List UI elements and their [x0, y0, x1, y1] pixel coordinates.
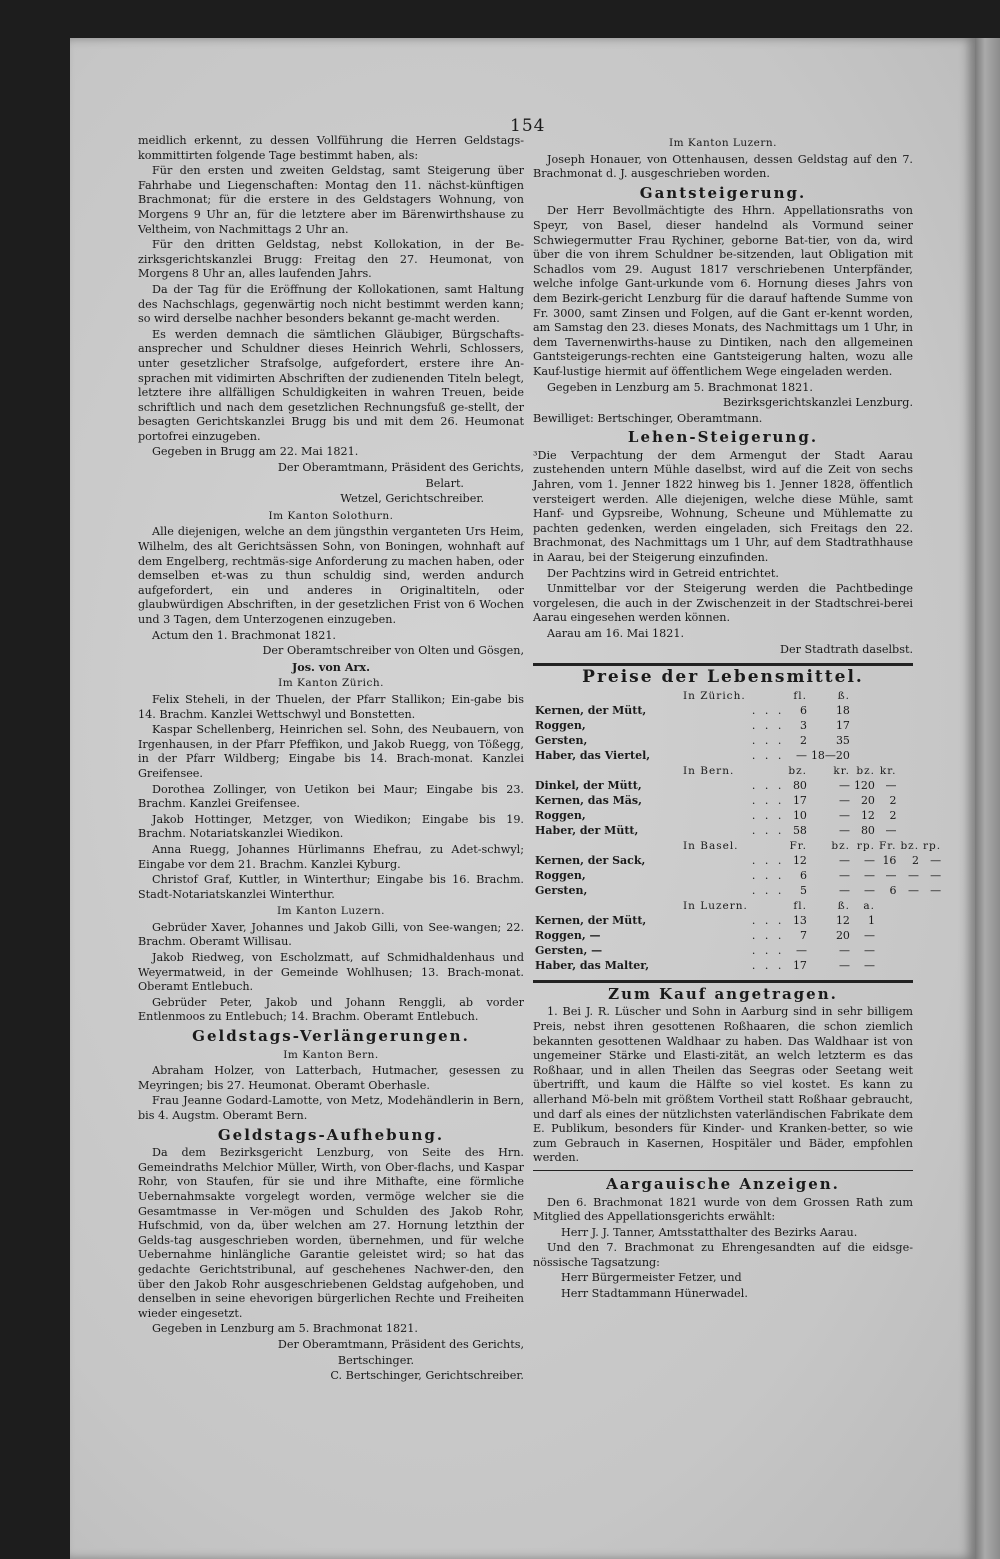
price-value: 120: [853, 778, 875, 792]
section-subheading: Im Kanton Zürich.: [278, 677, 384, 690]
price-row: [533, 854, 943, 869]
product-name: Roggen,: [535, 718, 586, 732]
price-value: —: [838, 853, 850, 867]
date-line: Gegeben in Lenzburg am 5. Brachmonat 1821.: [152, 1322, 418, 1336]
price-value: 6: [799, 703, 807, 717]
price-value: —: [838, 823, 850, 837]
leader-dots: . . .: [751, 883, 785, 897]
price-value: —: [838, 868, 850, 882]
price-city-header: [533, 689, 943, 704]
paragraph: Für den dritten Geldstag, nebst Kollokation, in der Be-zirksgerichtskanzlei Brugg: Freitag den 27. Heumonat, von Morgens 8 Uhr an, alles laufenden Jahrs.: [138, 238, 524, 281]
price-value: 12: [835, 913, 850, 927]
section-heading: Gantsteigerung.: [639, 183, 807, 202]
price-value: 2: [889, 808, 897, 822]
section-subheading: Im Kanton Solothurn.: [268, 509, 394, 522]
price-value: 13: [792, 913, 807, 927]
price-value: 20: [835, 928, 850, 942]
unit-header: kr.: [833, 764, 850, 777]
product-name: Roggen,: [535, 808, 586, 822]
city-name: In Zürich.: [683, 689, 746, 702]
paragraph: meidlich erkennt, zu dessen Vollführung die Herren Geldstags-kommittirten folgende Tage bestimmt haben, als:: [138, 134, 524, 162]
price-row: [533, 884, 943, 899]
list-item: Felix Steheli, in der Thuelen, der Pfarr Stallikon; Ein-gabe bis 14. Brachm. Kanzlei Wettschwyl und Bonstetten.: [138, 692, 524, 721]
section-heading: Aargauische Anzeigen.: [606, 1174, 840, 1193]
leader-dots: . . .: [751, 793, 785, 807]
paragraph: Es werden demnach die sämtlichen Gläubiger, Bürgschafts-ansprecher und Schuldner dieses Heinrich Wehrli, Schlossers, unter gesetzlicher Strafsolge, aufgefordert, erstere ihre An-sprachen mit vidimirten Abschriften der zudienenden Titeln belegt, letztere ihre allfälligen Schuldigkeiten in wahren Treuen, beide schriftlich und nach dem gesetzlichen Rechnungsfuß ge-stellt, der besagten Gerichtskanzlei Brugg bis und mit dem 26. Heumonat portofrei einzugeben.: [138, 327, 524, 443]
price-row: [533, 929, 943, 944]
price-city-header: [533, 899, 943, 914]
price-value: —: [838, 808, 850, 822]
signature-line: Der Oberamtmann, Präsident des Gerichts,: [277, 1337, 524, 1351]
price-value: 6: [889, 883, 897, 897]
price-value: 2: [912, 853, 920, 867]
paragraph: Da der Tag für die Eröffnung der Kollokationen, samt Haltung des Nachschlags, gegenwärtig noch nicht bestimmt werden kann; so wird derselbe nachher besonders bekannt ge-macht werden.: [138, 282, 524, 326]
price-value: —: [838, 793, 850, 807]
price-value: —: [838, 943, 850, 957]
product-name: Kernen, der Mütt,: [535, 703, 647, 717]
list-item: Jakob Riedweg, von Escholzmatt, auf Schmidhaldenhaus und Weyermatweid, in der Gemeinde Wohlhusen; 13. Brach-monat. Oberamt Entlebuch.: [138, 951, 524, 994]
list-item: Dorothea Zollinger, von Uetikon bei Maur; Eingabe bis 23. Brachm. Kanzlei Greifensee.: [138, 782, 524, 811]
price-value: —: [930, 883, 942, 897]
product-name: Kernen, der Sack,: [535, 853, 646, 867]
paragraph: Bewilliget: Bertschinger, Oberamtmann.: [533, 411, 763, 425]
product-name: Dinkel, der Mütt,: [535, 778, 642, 792]
signature-name: C. Bertschinger, Gerichtschreiber.: [330, 1369, 524, 1383]
date-line: Actum den 1. Brachmonat 1821.: [152, 628, 336, 642]
price-value: 1: [867, 913, 875, 927]
section-subheading: Im Kanton Luzern.: [276, 905, 386, 918]
price-row: [533, 869, 943, 884]
price-row: [533, 704, 943, 719]
price-value: 20: [860, 793, 875, 807]
price-value: 18: [835, 703, 850, 717]
leader-dots: . . .: [751, 718, 785, 732]
list-item: Joseph Honauer, von Ottenhausen, dessen Geldstag auf den 7. Brachmonat d. J. ausgeschrieben worden.: [533, 152, 913, 181]
price-value: 17: [792, 793, 807, 807]
product-name: Gersten,: [535, 733, 588, 747]
product-name: Gersten,: [535, 883, 588, 897]
unit-header: kr.: [879, 764, 897, 777]
leader-dots: . . .: [751, 853, 785, 867]
price-value: 17: [835, 718, 850, 732]
paragraph: Der Herr Bevollmächtigte des Hhrn. Appellationsraths von Speyr, von Basel, dieser handelnd als Vormund seiner Schwiegermutter Frau Rychiner, geborne Bat-tier, von da, wird über die von ihrem Schuldner be-sitzenden, laut Obligation mit Schadlos vom 29. August 1817 verschriebenen Unterpfänder, welche infolge Gant-urkunde vom 6. Hornung dieses Jahrs von dem Bezirk-gericht Lenzburg für die darauf haftende Summe von Fr. 3000, samt Zinsen und Folgen, auf die Gant er-kennt worden, am Samstag den 23. dieses Monats, des Nachmittags um 1 Uhr, in dem Tavernenwirths-hause zu Dintiken, nach den allgemeinen Gantsteigerungs-rechten eine Gantsteigerung halten, wozu alle Kauf-lustige hiermit auf öffentlichem Wege eingeladen werden.: [533, 204, 913, 378]
price-row: [533, 824, 943, 839]
price-value: —: [795, 748, 807, 762]
unit-header: rp.: [856, 839, 875, 852]
left-column: [138, 134, 524, 1385]
price-value: —: [930, 853, 942, 867]
unit-header: rp.: [923, 839, 942, 852]
price-value: 58: [792, 823, 807, 837]
price-value: —: [863, 883, 875, 897]
signature-name: Bertschinger.: [337, 1353, 414, 1367]
price-value: 5: [799, 883, 807, 897]
unit-header: ß.: [837, 689, 850, 702]
list-item: Abraham Holzer, von Latterbach, Hutmacher, gesessen zu Meyringen; bis 27. Heumonat. Oberamt Oberhasle.: [138, 1064, 524, 1092]
page-number: 154: [510, 116, 546, 136]
section-heading: Lehen-Steigerung.: [627, 428, 819, 447]
price-value: 16: [882, 853, 897, 867]
paragraph: Für den ersten und zweiten Geldstag, samt Steigerung über Fahrhabe und Liegenschaften: Montag den 11. nächst-künftigen Brachmonat; für die erstere in des Geldstagers Wohnung, von Morgens 9 Uhr an, für die letztere aber im Bärenwirthshause zu Veltheim, von Nachmittags 2 Uhr an.: [138, 164, 524, 236]
price-value: —: [863, 943, 875, 957]
leader-dots: . . .: [751, 943, 785, 957]
price-value: 10: [792, 808, 807, 822]
signature-line: Bezirksgerichtskanzlei Lenzburg.: [722, 396, 913, 410]
price-row: [533, 809, 943, 824]
price-row: [533, 944, 943, 959]
price-value: —: [863, 958, 875, 972]
city-name: In Luzern.: [683, 899, 748, 912]
price-value: —: [863, 868, 875, 882]
unit-header: Fr.: [878, 839, 897, 852]
list-item: Frau Jeanne Godard-Lamotte, von Metz, Modehändlerin in Bern, bis 4. Augstm. Oberamt Bern.: [138, 1094, 524, 1122]
price-row: [533, 734, 943, 749]
price-value: 6: [799, 868, 807, 882]
signature-name: Belart.: [425, 476, 464, 490]
section-heading: Zum Kauf angetragen.: [608, 984, 838, 1003]
date-line: Gegeben in Brugg am 22. Mai 1821.: [152, 445, 359, 459]
product-name: Haber, der Mütt,: [535, 823, 639, 837]
section-heading: Geldstags-Aufhebung.: [217, 1125, 445, 1144]
product-name: Haber, das Viertel,: [535, 748, 651, 762]
unit-header: bz.: [788, 764, 807, 777]
leader-dots: . . .: [751, 748, 785, 762]
date-line: Aarau am 16. Mai 1821.: [547, 627, 684, 640]
section-rule: [533, 663, 913, 666]
price-grid: [533, 689, 943, 974]
price-value: —: [838, 883, 850, 897]
section-heading: Preise der Lebensmittel.: [582, 667, 864, 688]
right-column: [533, 134, 942, 1303]
signature-line: Der Oberamtschreiber von Olten und Gösgen,: [262, 644, 524, 658]
price-city-header: [533, 839, 943, 854]
paragraph: Unmittelbar vor der Steigerung werden die Pachtbedinge vorgelesen, die auch in der Zwischenzeit in der Stadtschrei-berei Aarau eingesehen werden können.: [533, 582, 913, 625]
price-value: —: [885, 823, 897, 837]
section-subheading: Im Kanton Luzern.: [668, 137, 778, 149]
price-value: —: [795, 943, 807, 957]
unit-header: Fr.: [789, 839, 807, 852]
unit-header: a.: [863, 899, 875, 912]
list-item: Anna Ruegg, Johannes Hürlimanns Ehefrau, zu Adet-schwyl; Eingabe vor dem 21. Brachm. Kanzlei Kyburg.: [138, 842, 524, 871]
date-line: Gegeben in Lenzburg am 5. Brachmonat 1821.: [547, 380, 813, 394]
leader-dots: . . .: [751, 823, 785, 837]
price-city-header: [533, 764, 943, 779]
product-name: Kernen, der Mütt,: [535, 913, 647, 927]
paragraph: Und den 7. Brachmonat zu Ehrengesandten auf die eidsge-nössische Tagsatzung:: [533, 1241, 913, 1269]
signature-name: Jos. von Arx.: [292, 659, 370, 674]
product-name: Roggen,: [535, 868, 586, 882]
section-rule: [533, 980, 913, 983]
price-value: —: [930, 868, 942, 882]
signature-line: Der Oberamtmann, Präsident des Gerichts,: [277, 461, 524, 475]
price-row: [533, 719, 943, 734]
paragraph: Alle diejenigen, welche an dem jüngsthin verganteten Urs Heim, Wilhelm, des alt Gerichtsässen Sohn, von Boningen, wohnhaft auf dem Engelberg, rechtmäs-sige Anforderung zu machen haben, oder demselben et-was zu thun schuldig sind, werden andurch aufgefordert, ein und anderes in Originaltiteln, oder glaubwürdigen Abschriften, in der gesetzlichen Frist von 6 Wochen und 3 Tagen, dem Unterzogenen einzugeben.: [138, 525, 524, 626]
price-table: [533, 689, 942, 974]
unit-header: bz.: [856, 764, 875, 777]
paragraph: Den 6. Brachmonat 1821 wurde von dem Grossen Rath zum Mitglied des Appellationsgerichts erwählt:: [533, 1195, 913, 1224]
list-item: Herr J. J. Tanner, Amtsstatthalter des Bezirks Aarau.: [561, 1225, 858, 1239]
product-name: Roggen, —: [535, 928, 601, 942]
leader-dots: . . .: [751, 733, 785, 747]
price-value: —: [838, 778, 850, 792]
unit-header: ß.: [837, 899, 850, 912]
list-item: Kaspar Schellenberg, Heinrichen sel. Sohn, des Neubauern, von Irgenhausen, in der Pfarr Pfeffikon, und Jakob Ruegg, von Tößegg, in der Pfarr Wildberg; Eingabe bis 14. Brach-monat. Kanzlei Greifensee.: [138, 723, 524, 780]
price-value: 17: [792, 958, 807, 972]
price-value: 12: [860, 808, 875, 822]
signature-name: Wetzel, Gerichtschreiber.: [340, 492, 484, 506]
unit-header: fl.: [793, 689, 807, 702]
price-value: 3: [799, 718, 807, 732]
price-value: 2: [799, 733, 807, 747]
price-row: [533, 959, 943, 974]
leader-dots: . . .: [751, 808, 785, 822]
leader-dots: . . .: [751, 928, 785, 942]
list-item: Gebrüder Xaver, Johannes und Jakob Gilli, von See-wangen; 22. Brachm. Oberamt Willisau.: [138, 920, 524, 949]
list-item: Christof Graf, Kuttler, in Winterthur; Eingabe bis 16. Brachm. Stadt-Notariatskanzlei Winterthur.: [138, 873, 524, 901]
price-value: —: [885, 778, 897, 792]
price-row: [533, 794, 943, 809]
paragraph: Der Pachtzins wird in Getreid entrichtet.: [547, 566, 779, 580]
price-value: —: [908, 868, 920, 882]
price-value: 7: [799, 928, 807, 942]
city-name: In Bern.: [683, 764, 735, 777]
leader-dots: . . .: [751, 868, 785, 882]
unit-header: bz.: [831, 839, 850, 852]
product-name: Gersten, —: [535, 943, 603, 957]
page-edge: [975, 38, 1000, 1559]
paragraph: ³Die Verpachtung der dem Armengut der Stadt Aarau zustehenden untern Mühle daselbst, wird auf die Zeit von sechs Jahren, vom 1. Jenner 1822 hinweg bis 1. Jenner 1828, öffentlich versteigert werden. Alle diejenigen, welche diese Mühle, samt Hanf- und Gypsreibe, Wohnung, Scheune und Mühlematte zu pachten gedenken, werden eingeladen, sich Freitags den 22. Brachmonat, des Nachmittags um 1 Uhr, auf dem Stadtrathhause in Aarau, bei der Steigerung einzufinden.: [533, 448, 913, 565]
leader-dots: . . .: [751, 913, 785, 927]
price-row: [533, 749, 943, 764]
price-value: 80: [860, 823, 875, 837]
price-value: 80: [792, 778, 807, 792]
price-value: —: [885, 868, 897, 882]
price-value: 35: [835, 733, 850, 747]
section-subheading: Im Kanton Bern.: [283, 1048, 379, 1061]
leader-dots: . . .: [751, 703, 785, 717]
price-row: [533, 914, 943, 929]
unit-header: fl.: [793, 899, 807, 912]
list-item: Herr Stadtammann Hünerwadel.: [561, 1287, 748, 1301]
price-value: —: [838, 958, 850, 972]
price-value: —: [908, 883, 920, 897]
list-item: Jakob Hottinger, Metzger, von Wiedikon; Eingabe bis 19. Brachm. Notariatskanzlei Wiedikon.: [138, 812, 524, 841]
product-name: Kernen, das Mäs,: [535, 793, 642, 807]
city-name: In Basel.: [683, 839, 739, 852]
section-heading: Geldstags-Verlängerungen.: [192, 1027, 470, 1046]
leader-dots: . . .: [751, 958, 785, 972]
price-value: 2: [889, 793, 897, 807]
price-value: 12: [792, 853, 807, 867]
unit-header: bz.: [900, 839, 920, 852]
signature-line: Der Stadtrath daselbst.: [780, 642, 913, 656]
list-item: Gebrüder Peter, Jakob und Johann Renggli, ab vorder Entlenmoos zu Entlebuch; 14. Brachm. Oberamt Entlebuch.: [138, 995, 524, 1024]
list-item: Herr Bürgermeister Fetzer, und: [561, 1271, 742, 1285]
section-rule: [533, 1170, 913, 1171]
price-value: —: [863, 853, 875, 867]
price-row: [533, 779, 943, 794]
price-value: —: [863, 928, 875, 942]
price-value: 18—20: [810, 748, 850, 762]
paragraph: Da dem Bezirksgericht Lenzburg, von Seite des Hrn. Gemeindraths Melchior Müller, Wirth, von Ober-flachs, und Kaspar Rohr, von Staufen, für sie und ihre Mithafte, eine förmliche Uebernahmsakte vorgelegt worden, vermöge welcher sie die Gesamtmasse in Ver-mögen und Schulden des Jakob Rohr, Hufschmid, von da, über welchen am 27. Hornung letzthin der Gelds-tag ausgeschrieben worden, übernehmen, und für welche Uebernahme hinlängliche Garantie geleistet wird; so hat das gedachte Gerichtstribunal, auf geschehenes Nachwer-den, den über den Jakob Rohr ausgeschriebenen Geldstag aufgehoben, und denselben in seine ehevorigen bürgerlichen Rechte und Freiheiten wieder eingesetzt.: [138, 1146, 524, 1320]
leader-dots: . . .: [751, 778, 785, 792]
paragraph: 1. Bei J. R. Lüscher und Sohn in Aarburg sind in sehr billigem Preis, nebst ihren gesottenen Roßhaaren, die schon ziemlich bekannten gesottenen Waldhaar zu haben. Das Waldhaar ist von ungemeiner Stärke und Elasti-zität, an welch letzterm es das Roßhaar, und in allen Theilen das Seegras oder Seetang weit übertrifft, und kaum die Hälfte so viel kostet. Es kann zu allerhand Mö-beln mit größtem Vortheil statt Roßhaar gebraucht, und darf als eines der nützlichsten vaterländischen Fabrikate dem E. Publikum, besonders für Kinder- und Kranken-better, so wie zum Gebrauch in Kasernen, Hospitäler und Bäder, empfohlen werden.: [533, 1005, 913, 1165]
product-name: Haber, das Malter,: [535, 958, 650, 972]
